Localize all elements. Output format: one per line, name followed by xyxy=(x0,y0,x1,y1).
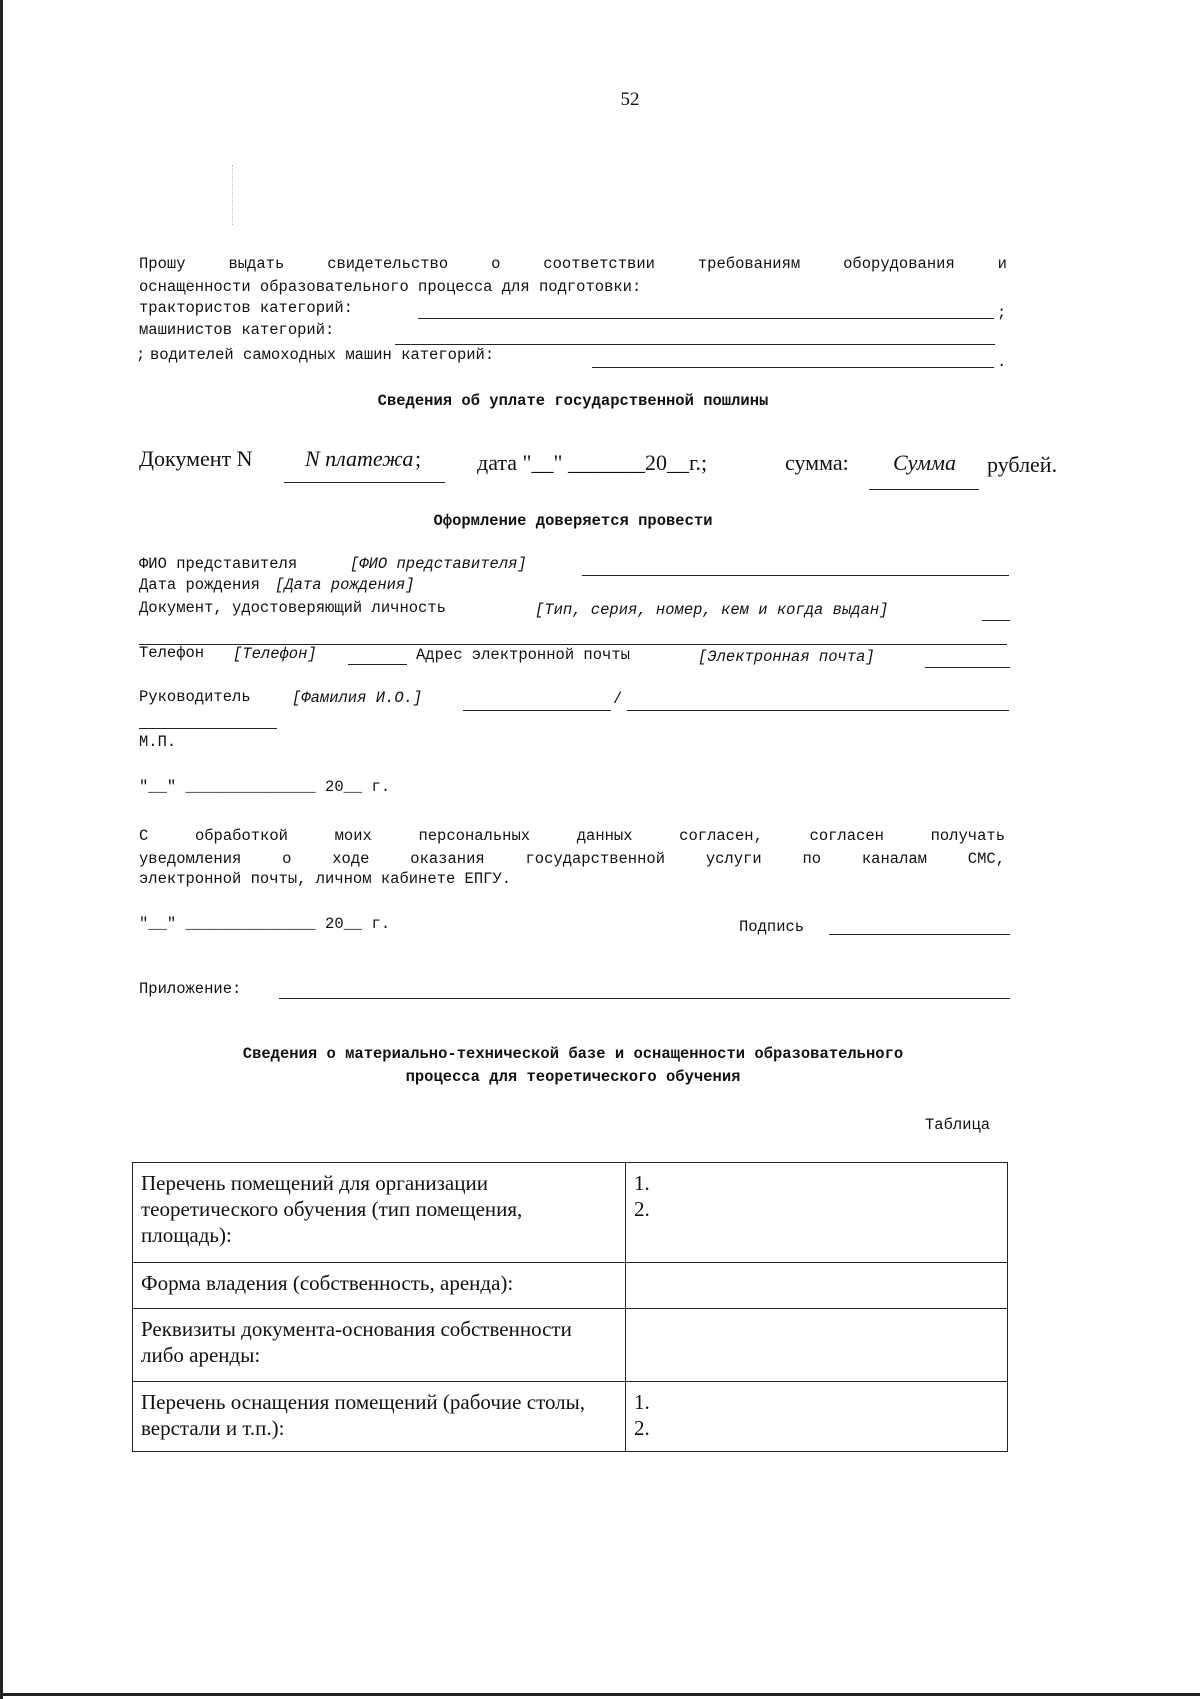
id-document-value: [Тип, серия, номер, кем и когда выдан] xyxy=(535,601,889,619)
list-item: 2. xyxy=(634,1416,650,1440)
table-label: Таблица xyxy=(925,1116,991,1134)
table-cell-label: Перечень оснащения помещений (рабочие столы, верстали и т.п.): xyxy=(133,1382,626,1452)
table-cell-value[interactable] xyxy=(626,1263,1008,1309)
tractorists-end: ; xyxy=(997,304,1007,322)
fio-field[interactable] xyxy=(582,575,1009,576)
phone-label: Телефон xyxy=(139,644,205,662)
head-slash: / xyxy=(613,690,623,708)
document-label: Документ N xyxy=(139,446,253,471)
table-cell-value[interactable] xyxy=(626,1163,1008,1263)
drivers-end: . xyxy=(997,353,1007,371)
scan-edge-bottom xyxy=(0,1693,1200,1696)
phone-field[interactable] xyxy=(348,664,407,665)
list-item: 1. xyxy=(634,1171,650,1195)
machinists-field[interactable] xyxy=(395,344,995,345)
payment-number-sep: ; xyxy=(415,446,422,471)
sum-label: сумма: xyxy=(785,450,849,475)
signature-field[interactable] xyxy=(829,934,1010,935)
date-line-1: "__" ______________ 20__ г. xyxy=(139,778,391,796)
payment-number: N платежа xyxy=(305,446,414,471)
consent-line-1: С обработкой моих персональных данных согласен, согласен получать xyxy=(139,827,1005,845)
table-row xyxy=(133,1309,1008,1382)
email-field[interactable] xyxy=(925,667,1010,668)
table-cell-label: Перечень помещений для организации теоретического обучения (тип помещения, площадь): xyxy=(133,1163,626,1263)
table-cell-value[interactable] xyxy=(626,1309,1008,1382)
fio-value: [ФИО представителя] xyxy=(350,555,527,573)
tractorists-field[interactable] xyxy=(418,318,994,319)
email-label: Адрес электронной почты xyxy=(416,646,630,664)
id-document-field[interactable] xyxy=(982,620,1010,621)
sum-field[interactable] xyxy=(869,489,979,490)
table-row xyxy=(133,1263,1008,1309)
material-heading-line-2: процесса для теоретического обучения xyxy=(405,1068,741,1086)
signature-label: Подпись xyxy=(739,918,805,936)
representative-heading: Оформление доверяется провести xyxy=(433,512,713,530)
payment-date: дата "__" _______20__г.; xyxy=(477,450,708,475)
scan-edge-left xyxy=(0,0,3,1699)
scan-artifact xyxy=(232,165,234,225)
currency-label: рублей. xyxy=(987,452,1058,477)
email-value: [Электронная почта] xyxy=(698,648,875,666)
drivers-label: водителей самоходных машин категорий: xyxy=(150,346,495,364)
head-field-continued[interactable] xyxy=(139,728,277,729)
date-line-2: "__" ______________ 20__ г. xyxy=(139,915,391,933)
head-name-field[interactable] xyxy=(463,710,611,711)
request-line-2: оснащенности образовательного процесса для подготовки: xyxy=(139,278,642,296)
machinists-label: машинистов категорий: xyxy=(139,321,335,339)
attachment-label: Приложение: xyxy=(139,980,242,998)
consent-line-3: электронной почты, личном кабинете ЕПГУ. xyxy=(139,870,512,888)
consent-line-2: уведомления о ходе оказания государственной услуги по каналам СМС, xyxy=(139,850,1005,868)
table-row xyxy=(133,1382,1008,1452)
list-item: 2. xyxy=(634,1197,650,1221)
table-row xyxy=(133,1163,1008,1263)
table-cell-label: Форма владения (собственность, аренда): xyxy=(133,1263,626,1309)
table-cell-label: Реквизиты документа-основания собственности либо аренды: xyxy=(133,1309,626,1382)
material-heading-line-1: Сведения о материально-технической базе и оснащенности образовательного xyxy=(242,1045,904,1063)
payment-number-field[interactable] xyxy=(284,482,445,483)
table-cell-value[interactable] xyxy=(626,1382,1008,1452)
request-line-1: Прошу выдать свидетельство о соответствии требованиям оборудования и xyxy=(139,255,1007,273)
id-document-label: Документ, удостоверяющий личность xyxy=(139,599,446,617)
stamp-label: М.П. xyxy=(139,733,177,751)
payment-heading: Сведения об уплате государственной пошлины xyxy=(377,392,769,410)
tractorists-label: трактористов категорий: xyxy=(139,299,353,317)
drivers-prefix: ; xyxy=(136,346,146,364)
head-label: Руководитель xyxy=(139,688,251,706)
page-number: 52 xyxy=(620,89,640,110)
phone-value: [Телефон] xyxy=(233,645,317,663)
fio-label: ФИО представителя xyxy=(139,555,298,573)
birth-value: [Дата рождения] xyxy=(275,576,415,594)
list-item: 1. xyxy=(634,1390,650,1414)
sum-value: Сумма xyxy=(893,450,956,475)
material-table xyxy=(132,1162,1008,1452)
head-signature-field[interactable] xyxy=(627,710,1009,711)
head-value: [Фамилия И.О.] xyxy=(292,689,423,707)
drivers-field[interactable] xyxy=(592,367,994,368)
attachment-field[interactable] xyxy=(279,998,1010,999)
birth-label: Дата рождения xyxy=(139,576,260,594)
